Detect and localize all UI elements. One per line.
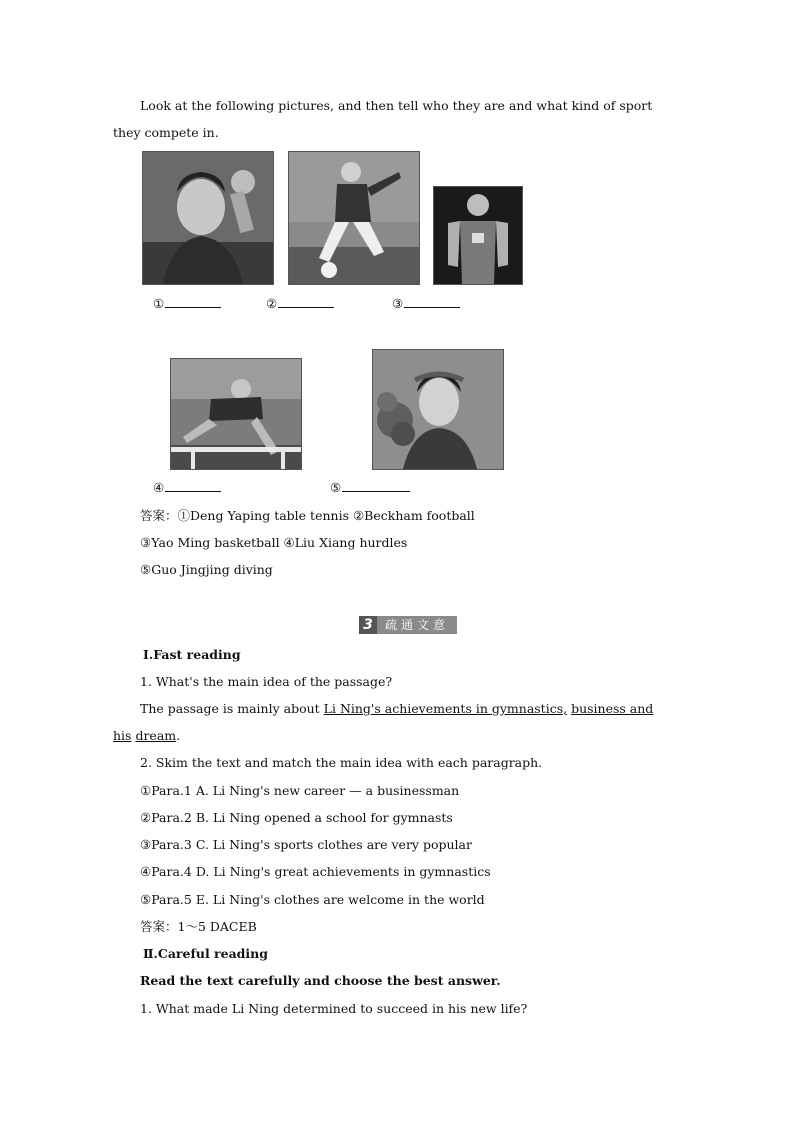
- a1-underline-3: his: [113, 728, 132, 743]
- match-item-1: ①Para.1 A. Li Ning's new career — a businessman: [140, 783, 460, 798]
- fast-reading-answer: 答案：1～5 DACEB: [140, 919, 257, 934]
- match-item-3: ③Para.3 C. Li Ning's sports clothes are very popular: [140, 837, 472, 852]
- section-badge-label: 疏通文意: [385, 618, 450, 632]
- photo-basketball-player: [433, 186, 523, 285]
- answer-line-1: 答案：①Deng Yaping table tennis ②Beckham football: [140, 508, 475, 523]
- blank-1: ①: [153, 296, 221, 312]
- answer-line-3: ⑤Guo Jingjing diving: [140, 562, 273, 577]
- intro-line-1: Look at the following pictures, and then tell who they are and what kind of sport: [140, 98, 653, 113]
- blank-4-line[interactable]: [165, 481, 221, 492]
- careful-reading-q1: 1. What made Li Ning determined to succeed in his new life?: [140, 1001, 528, 1016]
- match-item-4: ④Para.4 D. Li Ning's great achievements in gymnastics: [140, 864, 491, 879]
- photo-diver: [372, 349, 504, 470]
- fast-reading-heading: Ⅰ.Fast reading: [143, 647, 241, 662]
- fast-reading-a1-line2: his dream.: [113, 728, 181, 743]
- blank-4: ④: [153, 480, 221, 496]
- section-badge: [359, 616, 457, 634]
- match-item-5: ⑤Para.5 E. Li Ning's clothes are welcome in the world: [140, 892, 485, 907]
- a1-underline-2: business and: [571, 701, 654, 716]
- section-badge-number: 3: [359, 616, 377, 634]
- fast-reading-q2: 2. Skim the text and match the main idea with each paragraph.: [140, 755, 543, 770]
- photo-football-player: [288, 151, 420, 285]
- answer-line-2: ③Yao Ming basketball ④Liu Xiang hurdles: [140, 535, 408, 550]
- photo-table-tennis-player: [142, 151, 274, 285]
- blank-3-line[interactable]: [404, 297, 460, 308]
- a1-underline-4: dream: [135, 728, 177, 743]
- match-item-2: ②Para.2 B. Li Ning opened a school for gymnasts: [140, 810, 453, 825]
- blank-5: ⑤: [330, 480, 410, 496]
- blank-5-line[interactable]: [342, 481, 410, 492]
- blank-2-line[interactable]: [278, 297, 334, 308]
- a1-underline-1: Li Ning's achievements in gymnastics,: [323, 701, 568, 716]
- blank-3: ③: [392, 296, 460, 312]
- blank-1-line[interactable]: [165, 297, 221, 308]
- blank-2: ②: [266, 296, 334, 312]
- intro-line-2: they compete in.: [113, 125, 219, 140]
- fast-reading-q1: 1. What's the main idea of the passage?: [140, 674, 393, 689]
- fast-reading-a1-line1: The passage is mainly about Li Ning's achievements in gymnastics, business and: [140, 701, 654, 716]
- photo-hurdler: [170, 358, 302, 470]
- careful-reading-heading: Ⅱ.Careful reading: [143, 946, 268, 961]
- careful-reading-instruction: Read the text carefully and choose the best answer.: [140, 973, 501, 988]
